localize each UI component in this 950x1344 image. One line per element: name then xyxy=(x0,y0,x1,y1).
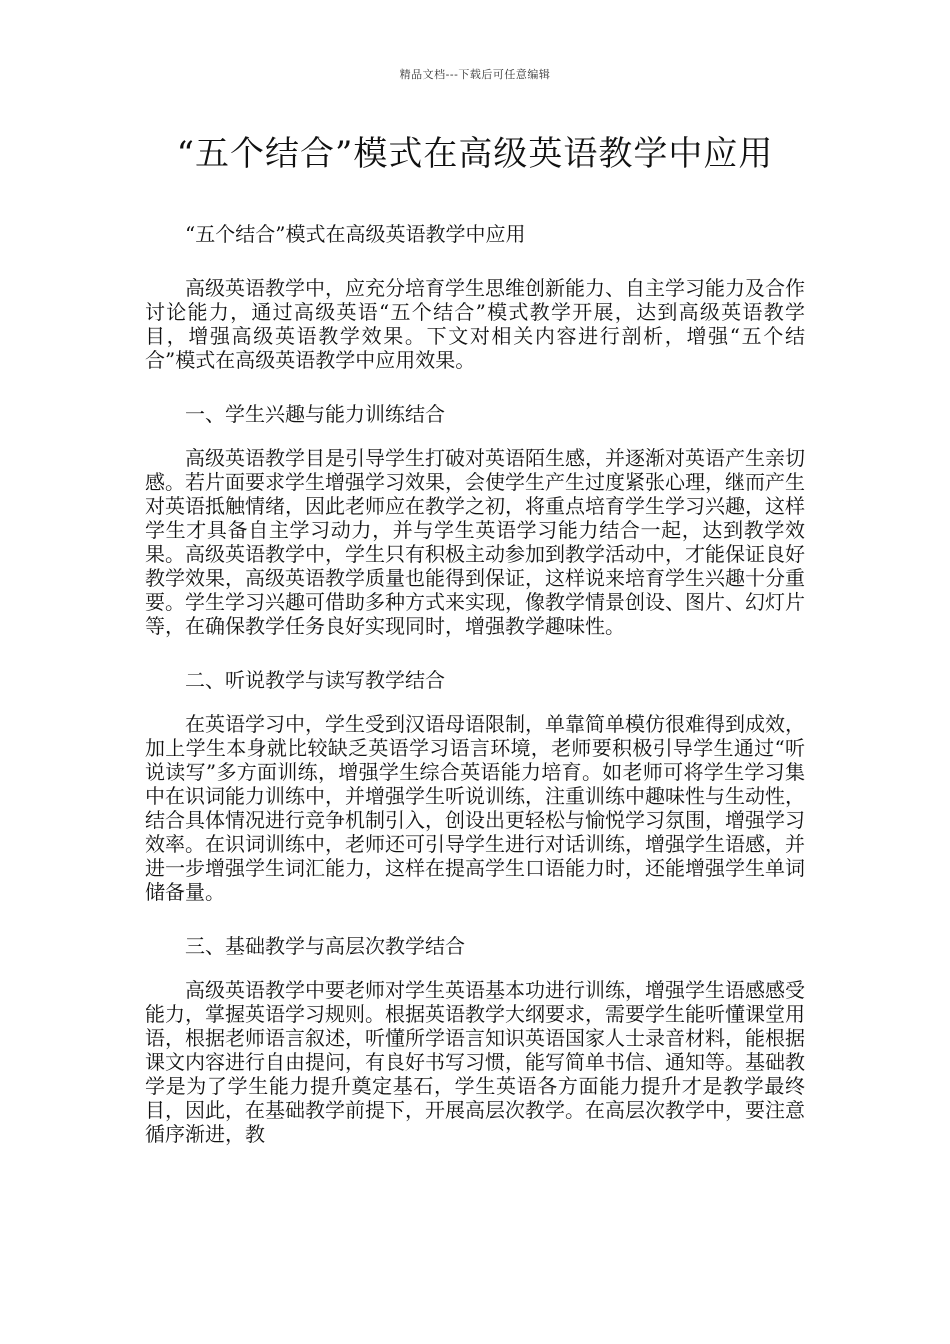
intro-paragraph: 高级英语教学中，应充分培育学生思维创新能力、自主学习能力及合作讨论能力，通过高级英语“五个结合”模式教学开展，达到高级英语教学目，增强高级英语教学效果。下文对相关内容进行剖析，增强“五个结合”模式在高级英语教学中应用效果。 xyxy=(145,276,805,372)
section-body-3: 高级英语教学中要老师对学生英语基本功进行训练，增强学生语感感受能力，掌握英语学习规则。根据英语教学大纲要求，需要学生能听懂课堂用语，根据老师语言叙述，听懂所学语言知识英语国家人士录音材料，能根据课文内容进行自由提问，有良好书写习惯，能写简单书信、通知等。基础教学是为了学生能力提升奠定基石，学生英语各方面能力提升才是教学最终目，因此，在基础教学前提下，开展高层次教学。在高层次教学中，要注意循序渐进，教 xyxy=(145,978,805,1146)
section-heading-2: 二、听说教学与读写教学结合 xyxy=(185,668,445,692)
section-heading-3: 三、基础教学与高层次教学结合 xyxy=(185,934,465,958)
section-body-1: 高级英语教学目是引导学生打破对英语陌生感，并逐渐对英语产生亲切感。若片面要求学生增强学习效果，会使学生产生过度紧张心理，继而产生对英语抵触情绪，因此老师应在教学之初，将重点培育学生学习兴趣，这样学生才具备自主学习动力，并与学生英语学习能力结合一起，达到教学效果。高级英语教学中，学生只有积极主动参加到教学活动中，才能保证良好教学效果，高级英语教学质量也能得到保证，这样说来培育学生兴趣十分重要。学生学习兴趣可借助多种方式来实现，像教学情景创设、图片、幻灯片等，在确保教学任务良好实现同时，增强教学趣味性。 xyxy=(145,446,805,638)
document-body xyxy=(145,222,805,1146)
document-title: “五个结合”模式在高级英语教学中应用 xyxy=(176,134,774,174)
section-body-2: 在英语学习中，学生受到汉语母语限制，单靠简单模仿很难得到成效，加上学生本身就比较缺乏英语学习语言环境，老师要积极引导学生通过“听说读写”多方面训练，增强学生综合英语能力培育。如老师可将学生学习集中在识词能力训练中，并增强学生听说训练，注重训练中趣味性与生动性，结合具体情况进行竞争机制引入，创设出更轻松与愉悦学习氛围，增强学习效率。在识词训练中，老师还可引导学生进行对话训练，增强学生语感，并进一步增强学生词汇能力，这样在提高学生口语能力时，还能增强学生单词储备量。 xyxy=(145,712,805,904)
header-note: 精品文档---下载后可任意编辑 xyxy=(399,68,551,81)
section-heading-1: 一、学生兴趣与能力训练结合 xyxy=(185,402,445,426)
subtitle: “五个结合”模式在高级英语教学中应用 xyxy=(185,222,526,246)
